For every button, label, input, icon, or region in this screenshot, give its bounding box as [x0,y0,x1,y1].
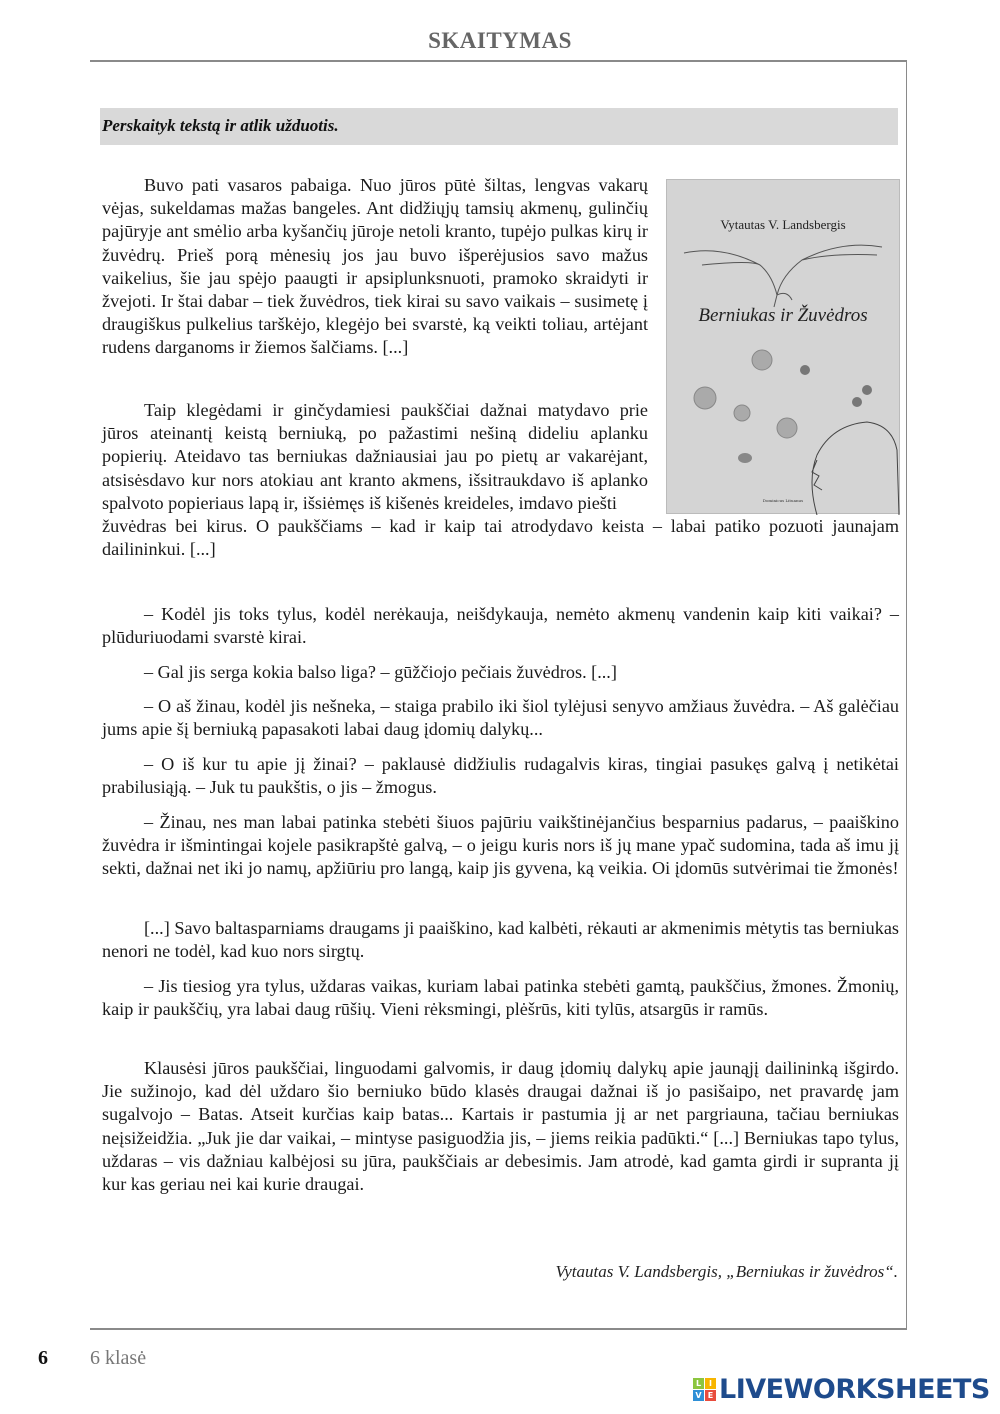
paragraph-text: – O aš žinau, kodėl jis nešneka, – staiga prabilo iki šiol tylėjusi senyvo amžiaus žuvėdra. – Aš galėčiau jums apie šį berniuką papasakoti labai daug įdomių dalykų... [102,696,899,740]
dialogue-zuvedros [102,661,899,684]
paragraph-text: [...] Savo baltasparniams draugams ji paaiškino, kad kalbėti, rėkauti ar akmenimis mėtytis tas berniukas nenori ne todėl, kad kuo nors sirgtų. [102,918,899,962]
logo-letter: E [705,1390,716,1401]
section-title: SKAITYMAS [428,28,572,53]
text-paragraph-2 [102,399,899,561]
dialogue-kiras [102,753,899,799]
liveworksheets-icon [693,1378,716,1401]
paragraph-text: – O iš kur tu apie jį žinai? – paklausė didžiulis rudagalvis kiras, tingiai pasukęs galvą į netikėtai prabilusiąją. – Juk tu paukštis, o jis – žmogus. [102,754,899,798]
book-cover-title: Berniukas ir Žuvėdros [698,305,868,326]
dialogue-zinau [102,811,899,881]
grade-label: 6 klasė [90,1347,147,1369]
paragraph-text: Buvo pati vasaros pabaiga. Nuo jūros pūtė šiltas, lengvas vakarų vėjas, sukeldamas mažas bangeles. Ant didžiųjų tamsių akmenų, gulinčių pajūryje ant smėlio arba kyšančių jūroje netoli kranto, tupėjo pulkas kirų ir žuvėdrų. Prieš porą mėnesių jos jau buvo išperėjusios savo mažus vaikelius, šie jau spėjo paaugti ir apsiplunksnuoti, pramoko skraidyti ir žvejoti. Ir štai dabar – tiek žuvėdros, tiek kirai su savo vaikais – susimetę į draugiškus pulkelius tarškėjo, klegėjo bei svarstė, ką veikti toliau, artėjant rudens darganoms ir žiemos šalčiams. [...] [102,175,648,358]
seagull-drawing-icon [682,235,887,310]
paragraph-text: – Kodėl jis toks tylus, kodėl nerėkauja, neišdykauja, nemėto akmenų vandenin kaip kiti vaikai? – plūduriuodami svarstė kirai. [102,604,899,648]
paragraph-text: Klausėsi jūros paukščiai, linguodami galvomis, ir daug įdomių dalykų apie jaunąjį dailininką išgirdo. Jie sužinojo, kad dėl uždaro šio berniuko būdo klasės draugai dažnai iš jo pasišaipo, net pravardę jam sugalvojo – Batas. Atseit kurčias kaip batas... Kartais ir pastumia jį ar net pargriauna, tačiau berniukas neįsižeidžia. „Juk jie dar vaikai, – mintyse pasiguodžia jis, – jiems reikia padūkti.“ [...] Berniukas tapo tylus, uždaras – vis dažniau kalbėjosi su jūra, paukščiais ar debesimis. Jam atrodė, kad gamta girdi ir supranta jį kur kas geriau nei kai kurie draugai. [102,1058,899,1195]
liveworksheets-logo[interactable] [693,1374,990,1405]
book-cover-publisher: Dominicus Lituanus [762,498,804,503]
dialogue-kirai [102,603,899,649]
logo-letter: L [693,1378,704,1389]
task-instruction: Perskaityk tekstą ir atlik užduotis. [102,116,339,135]
paragraph-explanation [102,917,899,963]
page-number: 6 [38,1347,48,1369]
paragraph-conclusion [102,1057,899,1196]
task-instruction-bar [100,108,898,145]
book-cover-author: Vytautas V. Landsbergis [720,217,846,232]
source-citation: Vytautas V. Landsbergis, „Berniukas ir žuvėdros“. [555,1262,898,1281]
paragraph-text: – Jis tiesiog yra tylus, uždaras vaikas, kuriam labai patinka stebėti gamtą, paukščius, žmones. Žmonių, kaip ir paukščių, yra labai daug rūšių. Vieni rėksmingi, plėšrūs, kiti tylūs, atsargūs ir ramūs. [102,976,899,1020]
dialogue-tylus-vaikas [102,975,899,1021]
paragraph-text: Taip klegėdami ir ginčydamiesi paukščiai dažnai matydavo prie jūros ateinantį keistą berniuką, po pažastimi nešiną dideliu aplanku popierių. Ateidavo tas berniukas dažniausiai jau po pietų ar vakarėjant, atsisėsdavo kur nors atokiau ant kranto akmens, išsitraukdavo iš aplanko spalvoto popieriaus lapą ir, išsiėmęs iš kišenės kreideles, imdavo piešti [102,400,648,513]
logo-letter: I [705,1378,716,1389]
text-paragraph-1 [102,174,648,360]
paragraph-text-continued: žuvėdras bei kirus. O paukščiams – kad ir kaip tai atrodydavo keista – labai patiko pozuoti jaunajam dailininkui. [...] [102,516,899,560]
dialogue-senyva-zuvedra [102,695,899,741]
logo-letter: V [693,1390,704,1401]
paragraph-text: – Gal jis serga kokia balso liga? – gūžčiojo pečiais žuvėdros. [...] [144,662,617,682]
liveworksheets-wordmark: LIVEWORKSHEETS [719,1374,990,1405]
paragraph-text: – Žinau, nes man labai patinka stebėti šiuos pajūriu vaikštinėjančius besparnius padarus, – paaiškino žuvėdra ir išmintingai kojele pasikrapštė galvą, – o jeigu kuris nors iš jų mane ypač sudomina, tada aš imu jį sekti, dažnai net iki jo namų, apžiūriu pro langą, kaip jis gyvena, ką veikia. Oi įdomūs sutvėrimai tie žmonės! [102,812,899,879]
